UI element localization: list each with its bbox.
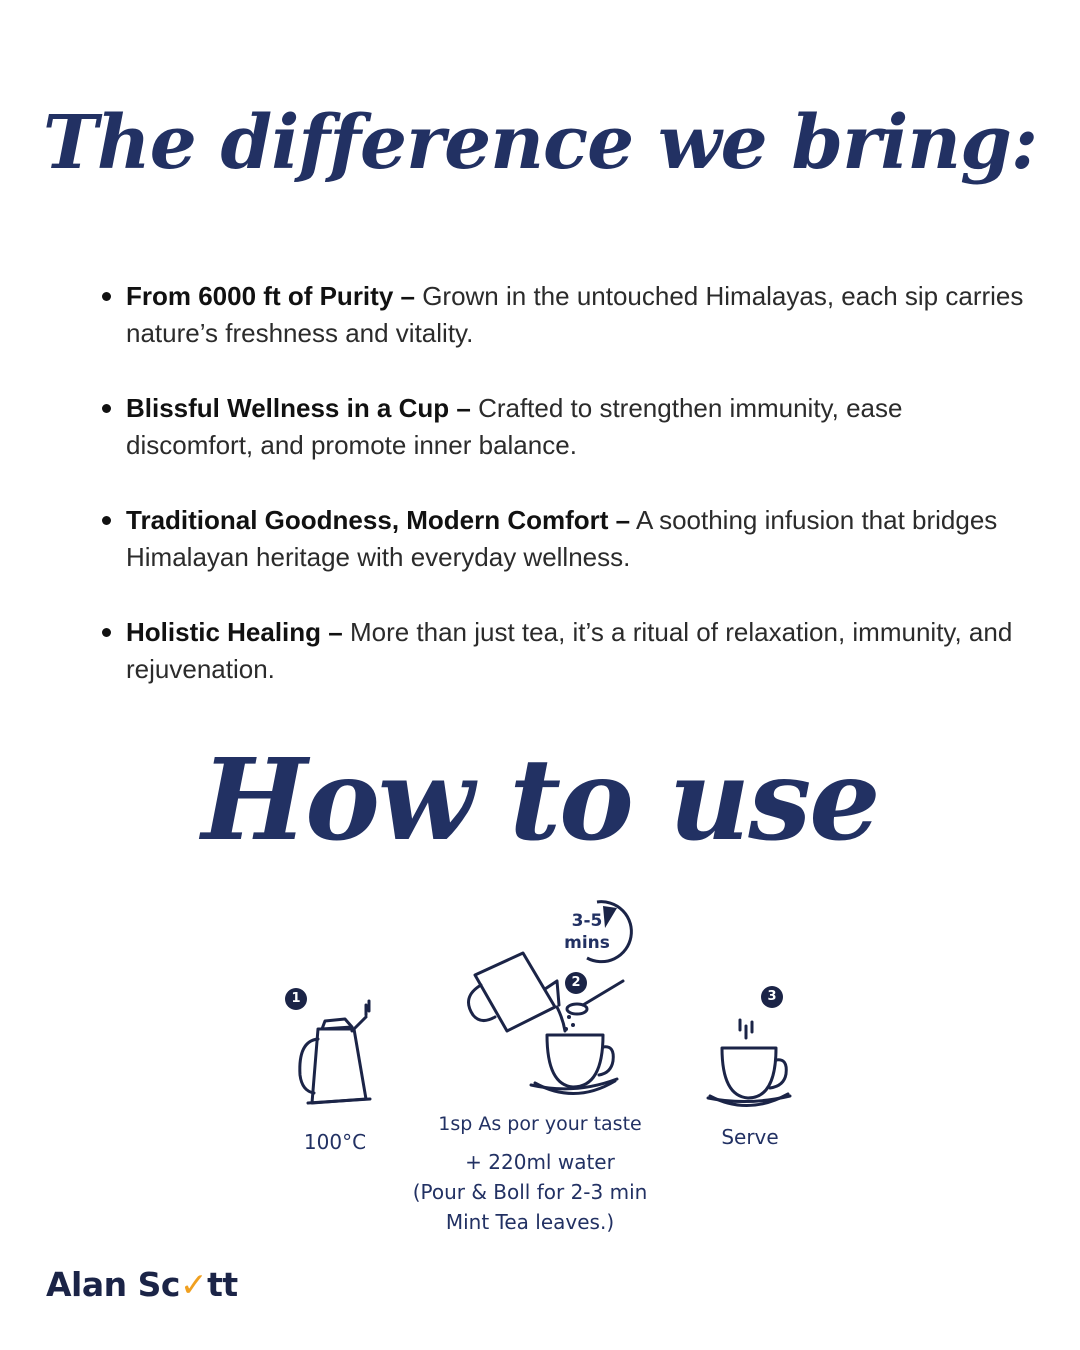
pour-cup-icon bbox=[455, 945, 635, 1105]
feature-item bbox=[100, 614, 1030, 688]
feature-item bbox=[100, 278, 1030, 352]
page-heading: The difference we bring: bbox=[42, 100, 1038, 186]
step-number-1: 1 bbox=[285, 988, 307, 1010]
feature-desc: More than just tea, it’s a ritual of relaxation, immunity, and rejuvenation. bbox=[126, 617, 1013, 684]
feature-title: From 6000 ft of Purity – bbox=[126, 281, 415, 311]
step-2-line-2: + 220ml water bbox=[465, 1150, 615, 1174]
brand-name-part1: Alan Sc bbox=[46, 1265, 180, 1304]
feature-item bbox=[100, 390, 1030, 464]
step-2-line-1: 1sp As por your taste bbox=[438, 1113, 642, 1135]
bullet-icon bbox=[102, 516, 111, 525]
timer-unit: mins bbox=[564, 933, 610, 953]
brand-logo bbox=[46, 1265, 238, 1304]
check-icon: ✓ bbox=[179, 1265, 208, 1304]
how-to-use-heading: How to use bbox=[201, 735, 879, 866]
cup-icon bbox=[700, 1010, 800, 1120]
feature-title: Holistic Healing – bbox=[126, 617, 343, 647]
step-2-line-3: (Pour & Boll for 2-3 min bbox=[412, 1180, 648, 1204]
bullet-icon bbox=[102, 404, 111, 413]
step-1-label: 100°C bbox=[303, 1130, 367, 1154]
step-2-line-4: Mint Tea leaves.) bbox=[445, 1210, 615, 1234]
feature-title: Traditional Goodness, Modern Comfort – bbox=[126, 505, 631, 535]
step-3-label: Serve bbox=[721, 1125, 779, 1149]
feature-list bbox=[100, 278, 1030, 726]
feature-title: Blissful Wellness in a Cup – bbox=[126, 393, 471, 423]
timer-value: 3-5 bbox=[571, 911, 603, 931]
bullet-icon bbox=[102, 292, 111, 301]
step-number-2: 2 bbox=[565, 972, 587, 994]
feature-desc: Crafted to strengthen immunity, ease discomfort, and promote inner balance. bbox=[126, 393, 903, 460]
brand-name-part2: tt bbox=[207, 1265, 238, 1304]
kettle-icon bbox=[290, 995, 380, 1120]
feature-desc: A soothing infusion that bridges Himalayan heritage with everyday wellness. bbox=[126, 505, 998, 572]
step-number-3: 3 bbox=[761, 986, 783, 1008]
feature-desc: Grown in the untouched Himalayas, each sip carries nature’s freshness and vitality. bbox=[126, 281, 1024, 348]
feature-item bbox=[100, 502, 1030, 576]
bullet-icon bbox=[102, 628, 111, 637]
